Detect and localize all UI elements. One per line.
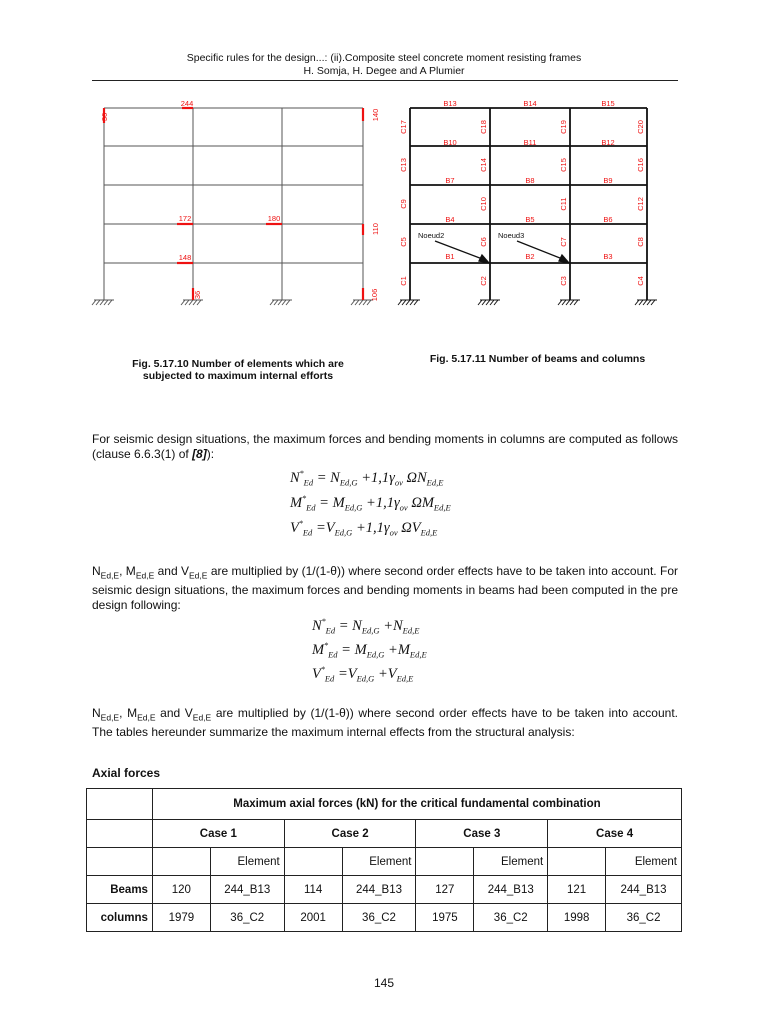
column-label: C8 bbox=[636, 237, 645, 247]
table-cell: 2001 bbox=[284, 904, 342, 932]
equation-n-column: $N^*_{Ed} = N_{Ed,G} +1,1\gamma_{ov}$ $\Omega N_{Ed,E}$ bbox=[290, 469, 444, 488]
label-36-top: 36 bbox=[100, 112, 109, 122]
beam-label: B8 bbox=[525, 176, 535, 185]
paragraph-tables-intro: $N_{Ed,E}$, $M_{Ed,E}$ and $V_{Ed,E}$ are multiplied by (1/(1-θ)) where second order effects have to be taken into account. The tables hereunder summarize the maximum internal effects from the structural analysis: bbox=[92, 706, 679, 740]
column-label: C18 bbox=[479, 120, 488, 134]
beam-label: B2 bbox=[525, 252, 535, 261]
axial-forces-table bbox=[86, 788, 682, 932]
equation-m-column: $M^*_{Ed} = M_{Ed,G} +1,1\gamma_{ov}$ $\Omega M_{Ed,E}$ bbox=[290, 494, 451, 513]
column-label: C7 bbox=[559, 237, 568, 247]
beam-label: B1 bbox=[445, 252, 455, 261]
beam-label: B7 bbox=[445, 176, 455, 185]
table-title: Maximum axial forces (kN) for the critical fundamental combination bbox=[152, 789, 681, 820]
node-label-noeud3: Noeud3 bbox=[498, 231, 525, 240]
equation-v-beam: $V^*_{Ed} =V_{Ed,G} +V_{Ed,E}$ bbox=[312, 665, 414, 684]
table-cell: 244_B13 bbox=[210, 876, 284, 904]
table-cell: 1979 bbox=[152, 904, 210, 932]
node-labels bbox=[418, 231, 524, 240]
figure-beam-column-frame bbox=[395, 95, 665, 315]
column-label: C3 bbox=[559, 276, 568, 286]
header-rule bbox=[92, 80, 678, 81]
beam-labels bbox=[443, 99, 614, 261]
column-label: C4 bbox=[636, 276, 645, 286]
section-title-axial-forces: Axial forces bbox=[92, 766, 161, 780]
row-label-columns: columns bbox=[87, 904, 153, 932]
column-label: C11 bbox=[559, 197, 568, 211]
beam-label: B4 bbox=[445, 215, 455, 224]
element-header: Element bbox=[474, 848, 548, 876]
column-label: C9 bbox=[399, 199, 408, 209]
label-244: 244 bbox=[180, 99, 194, 108]
row-label-beams: Beams bbox=[87, 876, 153, 904]
label-180: 180 bbox=[267, 214, 281, 223]
element-header: Element bbox=[210, 848, 284, 876]
table-cell: 244_B13 bbox=[606, 876, 682, 904]
column-label: C10 bbox=[479, 197, 488, 211]
table-cell: 121 bbox=[548, 876, 606, 904]
equation-v-column: $V^*_{Ed} =V_{Ed,G} +1,1\gamma_{ov}$ $\Omega V_{Ed,E}$ bbox=[290, 519, 438, 538]
column-label: C16 bbox=[636, 158, 645, 172]
table-title-row bbox=[87, 789, 682, 820]
case-header: Case 1 bbox=[152, 820, 284, 848]
beam-label: B15 bbox=[601, 99, 615, 108]
beam-label: B3 bbox=[603, 252, 613, 261]
paragraph-second-order-beams: $N_{Ed,E}$, $M_{Ed,E}$ and $V_{Ed,E}$ are multiplied by (1/(1-θ)) where second order effects have to be taken into account. For seismic design situations, the maximum forces and bending moments in beams had been computed in the pre design following: bbox=[92, 564, 678, 613]
label-110: 110 bbox=[371, 223, 380, 235]
element-header: Element bbox=[342, 848, 416, 876]
label-172: 172 bbox=[178, 214, 192, 223]
case-header: Case 2 bbox=[284, 820, 416, 848]
column-label: C6 bbox=[479, 237, 488, 247]
column-label: C2 bbox=[479, 276, 488, 286]
column-label: C5 bbox=[399, 237, 408, 247]
column-label: C20 bbox=[636, 120, 645, 134]
table-case-row bbox=[87, 820, 682, 848]
figure-element-frame bbox=[90, 95, 390, 315]
column-label: C1 bbox=[399, 276, 408, 286]
table-cell: 36_C2 bbox=[342, 904, 416, 932]
beam-label: B10 bbox=[443, 138, 457, 147]
figure-caption-5-17-11: Fig. 5.17.11 Number of beams and columns bbox=[429, 353, 646, 365]
table-cell: 1998 bbox=[548, 904, 606, 932]
label-148: 148 bbox=[178, 253, 192, 262]
case-header: Case 3 bbox=[416, 820, 548, 848]
figure-caption-5-17-10: Fig. 5.17.10 Number of elements which are subjected to maximum internal efforts bbox=[132, 358, 344, 382]
beam-label: B13 bbox=[443, 99, 457, 108]
paragraph-columns-intro: For seismic design situations, the maximum forces and bending moments in columns are computed as follows (clause 6.6.3(1) of [8]): bbox=[92, 432, 678, 461]
table-cell: 114 bbox=[284, 876, 342, 904]
running-header-authors: H. Somja, H. Degee and A Plumier bbox=[303, 65, 465, 77]
frame-members bbox=[104, 108, 363, 300]
reference-link: [8] bbox=[192, 447, 207, 461]
table-subheader-row bbox=[87, 848, 682, 876]
column-label: C15 bbox=[559, 158, 568, 172]
table-row bbox=[87, 876, 682, 904]
beam-label: B5 bbox=[525, 215, 535, 224]
table-cell: 120 bbox=[152, 876, 210, 904]
label-140: 140 bbox=[371, 108, 380, 122]
column-label: C17 bbox=[399, 120, 408, 134]
frame-members bbox=[410, 108, 647, 300]
table-cell: 127 bbox=[416, 876, 474, 904]
column-label: C19 bbox=[559, 120, 568, 134]
beam-label: B6 bbox=[603, 215, 613, 224]
equation-n-beam: $N^*_{Ed} = N_{Ed,G} +N_{Ed,E}$ bbox=[312, 617, 420, 636]
node-label-noeud2: Noeud2 bbox=[418, 231, 445, 240]
support-hatches bbox=[398, 300, 657, 305]
table-cell: 36_C2 bbox=[606, 904, 682, 932]
table-cell: 1975 bbox=[416, 904, 474, 932]
beam-label: B9 bbox=[603, 176, 613, 185]
table-cell: 244_B13 bbox=[342, 876, 416, 904]
column-label: C14 bbox=[479, 158, 488, 172]
case-header: Case 4 bbox=[548, 820, 682, 848]
support-hatches bbox=[92, 300, 373, 305]
label-36-base: 36 bbox=[193, 290, 202, 300]
table-cell: 244_B13 bbox=[474, 876, 548, 904]
column-label: C12 bbox=[636, 197, 645, 211]
element-header: Element bbox=[606, 848, 682, 876]
table-cell: 36_C2 bbox=[210, 904, 284, 932]
table-row bbox=[87, 904, 682, 932]
node-arrows bbox=[435, 241, 569, 263]
equation-m-beam: $M^*_{Ed} = M_{Ed,G} +M_{Ed,E}$ bbox=[312, 641, 427, 660]
table-cell: 36_C2 bbox=[474, 904, 548, 932]
highlighted-members bbox=[104, 108, 363, 300]
label-106: 106 bbox=[370, 288, 379, 302]
beam-label: B11 bbox=[523, 138, 537, 147]
page-number: 145 bbox=[373, 976, 395, 990]
beam-label: B12 bbox=[601, 138, 615, 147]
running-header-title: Specific rules for the design...: (ii).Composite steel concrete moment resisting frames bbox=[186, 52, 582, 64]
beam-label: B14 bbox=[523, 99, 537, 108]
column-label: C13 bbox=[399, 158, 408, 172]
